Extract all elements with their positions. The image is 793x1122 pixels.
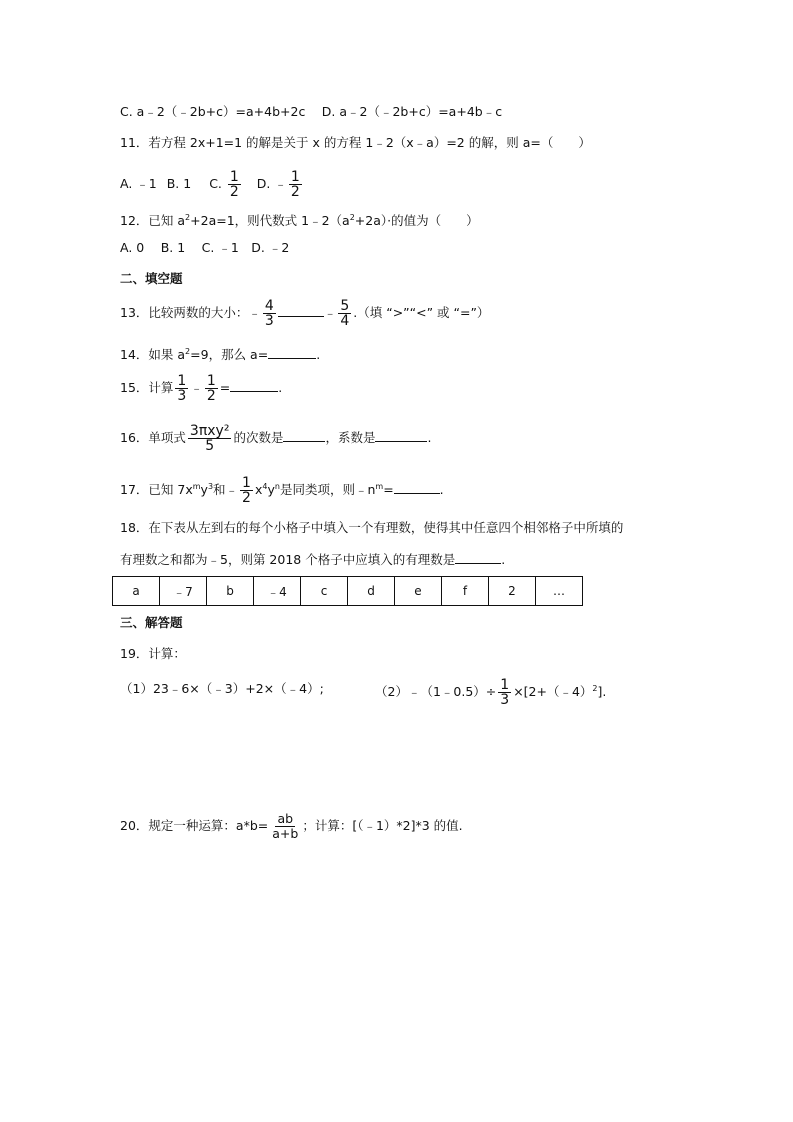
table-cell: ﹣4 xyxy=(254,577,301,606)
answer-blank[interactable] xyxy=(283,441,325,442)
table-cell: ﹣7 xyxy=(160,577,207,606)
answer-blank[interactable] xyxy=(278,316,324,317)
answer-blank[interactable] xyxy=(230,391,278,392)
question-19-title: 19．计算： xyxy=(120,646,186,661)
question-18-line-2: 有理数之和都为﹣5，则第 2018 个格子中应填入的有理数是 . xyxy=(120,552,506,567)
answer-blank[interactable] xyxy=(394,493,440,494)
question-11: 11．若方程 2x+1=1 的解是关于 x 的方程 1﹣2（x﹣a）=2 的解，则 a=（ ） xyxy=(120,135,591,150)
section-title-answer: 三、解答题 xyxy=(120,615,183,630)
table-cell: f xyxy=(442,577,489,606)
table-cell: c xyxy=(301,577,348,606)
table-cell: 2 xyxy=(489,577,536,606)
answer-blank[interactable] xyxy=(455,563,501,564)
table-cell: … xyxy=(536,577,583,606)
table-cell: a xyxy=(113,577,160,606)
question-19-part-2: （2）﹣（1﹣0.5）÷ $\frac{1}{3}$ ×[2+（﹣4）$^2$]. xyxy=(375,677,607,708)
question-17: 17．已知 $7x^my^3$和﹣ $\frac{1}{2}$ $x^4y^n$是同类项，则$﹣n^m=$ . xyxy=(120,475,444,506)
fraction-one-half: $\frac{1}{2}$ xyxy=(229,169,239,200)
question-12: 12．已知 $a^2+2a=1$，则代数式 $1﹣2(a^2+2a)\cdot$的值为（ ） xyxy=(120,213,479,229)
option-line-c-d: C. a﹣2（﹣2b+c）=a+4b+2c D. a﹣2（﹣2b+c）=a+4b﹣c xyxy=(120,104,503,119)
question-14: 14．如果 $a^2=9$，那么 a= . xyxy=(120,347,321,363)
question-18-line-1: 18．在下表从左到右的每个小格子中填入一个有理数，使得其中任意四个相邻格子中所填的 xyxy=(120,520,624,535)
section-title-fill-blank: 二、填空题 xyxy=(120,271,183,286)
option-b: B. 1 xyxy=(166,176,192,191)
table-cell: e xyxy=(395,577,442,606)
question-16: 16．单项式 $\frac{\text{3πxy²}}{5}$ 的次数是 ，系数是 . xyxy=(120,423,432,454)
option-a: A. ﹣1 xyxy=(120,176,157,191)
question-19-part-1: （1）23﹣6×（﹣3）+2×（﹣4）; xyxy=(120,681,324,696)
question-20: 20．规定一种运算：a*b= $\frac{ab}{a+b}$ ；计算：[（﹣1）*2]*3 的值. xyxy=(120,811,463,841)
table-cell: b xyxy=(207,577,254,606)
table-cell: d xyxy=(348,577,395,606)
answer-blank[interactable] xyxy=(375,441,427,442)
question-15: 15．计算 $\frac{1}{3}$ ﹣ $\frac{1}{2}$ = . xyxy=(120,373,283,404)
question-13: 13．比较两数的大小：﹣ $\frac{4}{3}$ ﹣ $\frac{5}{4}$ .（填 “>”“<” 或 “=”） xyxy=(120,298,490,329)
option-d-label: D. ﹣ xyxy=(256,176,287,191)
number-grid-table xyxy=(112,576,583,606)
answer-blank[interactable] xyxy=(268,358,316,359)
table-row xyxy=(113,577,583,606)
question-12-options: A. 0 B. 1 C. ﹣1 D. ﹣2 xyxy=(120,240,290,255)
question-11-options xyxy=(120,170,304,199)
fraction-one-half: $\frac{1}{2}$ xyxy=(290,169,300,200)
option-c-label: C. xyxy=(209,176,222,191)
